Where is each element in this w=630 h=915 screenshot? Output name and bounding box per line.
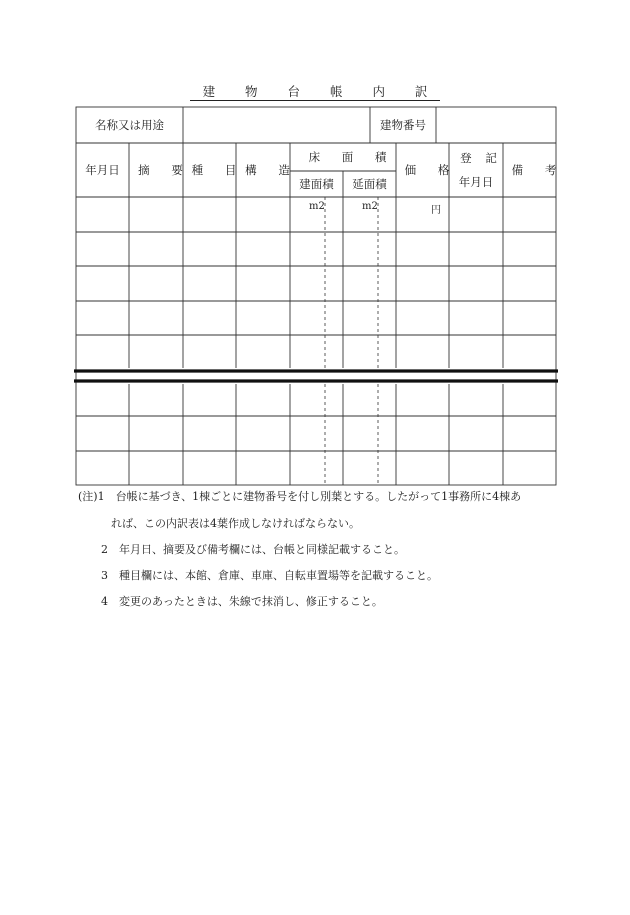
column-building-area: 建面積 (299, 177, 334, 191)
name-or-use-label: 名称又は用途 (95, 118, 164, 132)
note-4: 4 変更のあったときは、朱線で抹消し、修正すること。 (101, 595, 383, 608)
total-floor-area-unit: m2 (362, 201, 378, 212)
column-registration-line2: 年月日 (458, 175, 494, 189)
column-structure: 構 造 (245, 163, 299, 177)
column-remarks: 備 考 (511, 163, 566, 177)
column-date: 年月日 (85, 163, 120, 177)
column-total-floor-area: 延面積 (352, 177, 387, 191)
building-number-label: 建物番号 (380, 118, 426, 132)
column-floor-area: 床 面 積 (308, 150, 396, 164)
price-unit: 円 (431, 205, 441, 216)
building-area-unit: m2 (309, 201, 325, 212)
column-category: 種 目 (191, 163, 246, 177)
column-price: 価 格 (404, 163, 459, 177)
note-3: 3 種目欄には、本館、倉庫、車庫、自転車置場等を記載すること。 (101, 569, 438, 582)
note-2: 2 年月日、摘要及び備考欄には、台帳と同様記載すること。 (101, 543, 405, 556)
column-registration-line1: 登 記 (460, 151, 502, 165)
form-title: 建 物 台 帳 内 訳 (0, 82, 630, 100)
note-1-continued: れば、この内訳表は4葉作成しなければならない。 (111, 517, 360, 530)
note-1: (注)1 台帳に基づき、1棟ごとに建物番号を付し別葉とする。したがって1事務所に4棟あ (78, 490, 522, 503)
column-summary: 摘 要 (138, 163, 192, 177)
